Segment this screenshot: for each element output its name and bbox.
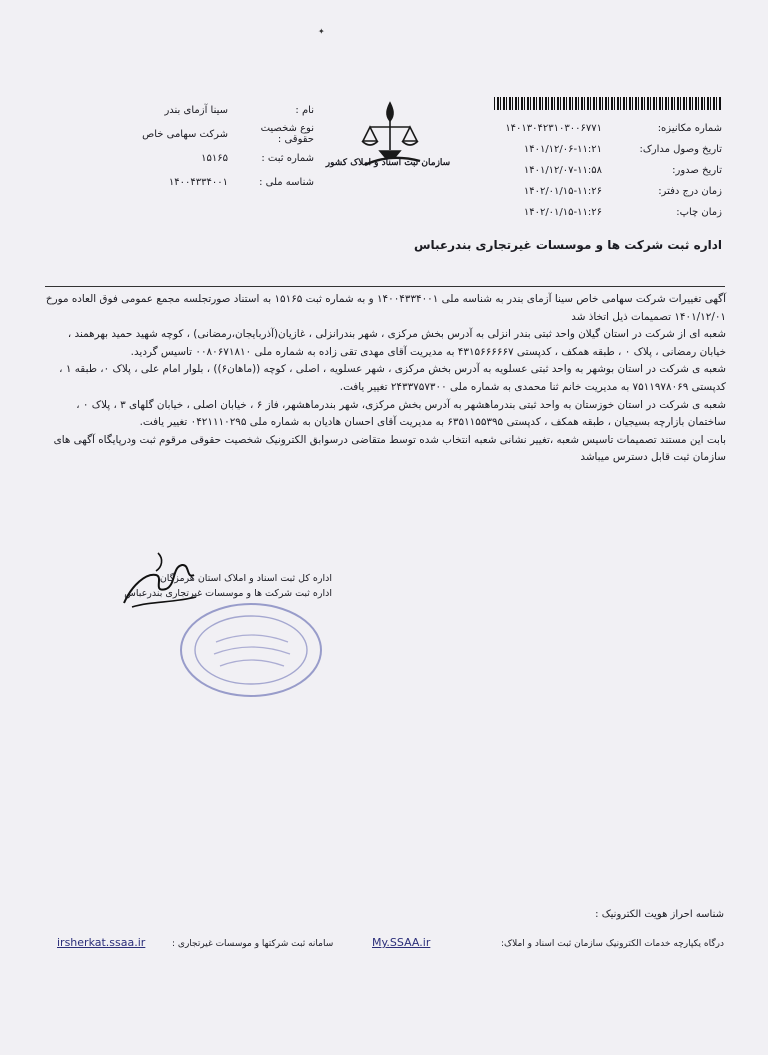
meta-row-register-time: زمان درج دفتر: ۱۴۰۲/۰۱/۱۵-۱۱:۲۶	[523, 186, 722, 197]
document-meta	[412, 118, 722, 223]
signature-line-2: اداره ثبت شرکت ها و موسسات غیرتجاری بندرعباس	[124, 588, 332, 599]
portal-link[interactable]: My.SSAA.ir	[372, 936, 431, 949]
header-divider	[45, 286, 725, 287]
announcement-paragraph: بابت این مستند تصمیمات تاسیس شعبه ،تغییر نشانی شعبه انتخاب شده توسط متقاضی درسوابق الکترونیک شخصیت حقوقی مرقوم ثبت ودرپایگاه آگهی های سازمان ثبت قابل دسترس میباشد	[53, 433, 726, 464]
company-name-row: نام : سینا آزمای بندر	[164, 104, 314, 116]
electronic-auth-label: شناسه احراز هویت الکترونیک :	[595, 909, 724, 920]
announcement-paragraph: شعبه ی شرکت در استان خوزستان به واحد ثبتی بندرماهشهر به آدرس بخش مرکزی، شهر بندرماهشهر، فاز ۶ ، خیابان اصلی ، خیابان گلهای ۳ ، پلاک ۰ ، ساختمان بازارچه بسیجیان ، طبقه همکف ، کدپستی ۶۳۵۱۱۵۵۳۹۵ به مدیریت آقای احسان هادیان به شماره ملی ۰۴۲۱۱۱۰۲۹۵ تغییر یافت.	[76, 398, 726, 429]
legal-type-row: نوع شخصیت حقوقی : شرکت سهامی خاص	[142, 123, 314, 145]
emblem-caption: سازمان ثبت اسناد و املاک کشور	[325, 158, 451, 168]
registration-number-row: شماره ثبت : ۱۵۱۶۵	[201, 152, 314, 164]
corner-mark: ✦	[318, 27, 325, 36]
announcement-paragraph: شعبه ای از شرکت در استان گیلان واحد ثبتی بندر انزلی به آدرس بخش مرکزی ، شهر بندرانزلی ، غازیان(آذربایجان،رمضانی) ، کوچه شهید حمید بهرهمند ، خیابان رمضانی ، پلاک ۰ ، طبقه همکف ، کدپستی ۴۳۱۵۶۶۶۶۶۷ به مدیریت آقای مهدی تقی زاده به شماره ملی ۰۰۸۰۶۷۱۸۱۰ تاسیس گردید.	[67, 328, 726, 358]
company-meta	[134, 98, 314, 194]
announcement-paragraph: آگهی تغییرات شرکت سهامی خاص سینا آزمای بندر به شناسه ملی ۱۴۰۰۴۳۳۴۰۰۱ و به شماره ثبت ۱۵۱۶۵ به استناد صورتجلسه مجمع عمومی فوق العاده مورخ ۱۴۰۱/۱۲/۰۱ تصمیمات ذیل اتخاذ شد	[45, 293, 726, 323]
meta-row-receipt-date: تاریخ وصول مدارک: ۱۴۰۱/۱۲/۰۶-۱۱:۲۱	[523, 144, 722, 155]
judiciary-emblem-icon	[335, 95, 445, 190]
meta-row-issue-date: تاریخ صدور: ۱۴۰۱/۱۲/۰۷-۱۱:۵۸	[523, 165, 722, 176]
announcement-body	[40, 291, 726, 467]
national-id-row: شناسه ملی : ۱۴۰۰۴۳۳۴۰۰۱	[168, 176, 314, 188]
portal-text: درگاه یکپارچه خدمات الکترونیک سازمان ثبت اسناد و املاک:	[501, 939, 724, 949]
system-link[interactable]: irsherkat.ssaa.ir	[57, 936, 146, 949]
barcode	[494, 97, 722, 110]
meta-row-mechanized-number: شماره مکانیزه: ۱۴۰۱۳۰۴۲۳۱۰۳۰۰۶۷۷۱	[505, 123, 722, 134]
system-text: سامانه ثبت شرکتها و موسسات غیرتجاری :	[172, 939, 334, 949]
signature-line-1: اداره کل ثبت اسناد و املاک استان هرمزگان	[159, 573, 332, 584]
official-stamp-seal	[176, 598, 326, 703]
announcement-paragraph: شعبه ی شرکت در استان بوشهر به واحد ثبتی عسلویه به آدرس بخش مرکزی ، شهر عسلویه ، اصلی ، کوچه ((ماهان۶)) ، بلوار امام علی ، پلاک ۰، طبقه ۱ ، کدپستی ۷۵۱۱۹۷۸۰۶۹ به مدیریت خانم ثنا محمدی به شماره ملی ۲۴۳۳۷۵۷۳۰۰ تغییر یافت.	[59, 363, 726, 393]
meta-row-print-time: زمان چاپ: ۱۴۰۲/۰۱/۱۵-۱۱:۲۶	[523, 207, 722, 218]
office-title: اداره ثبت شرکت ها و موسسات غیرتجاری بندرعباس	[413, 238, 722, 252]
